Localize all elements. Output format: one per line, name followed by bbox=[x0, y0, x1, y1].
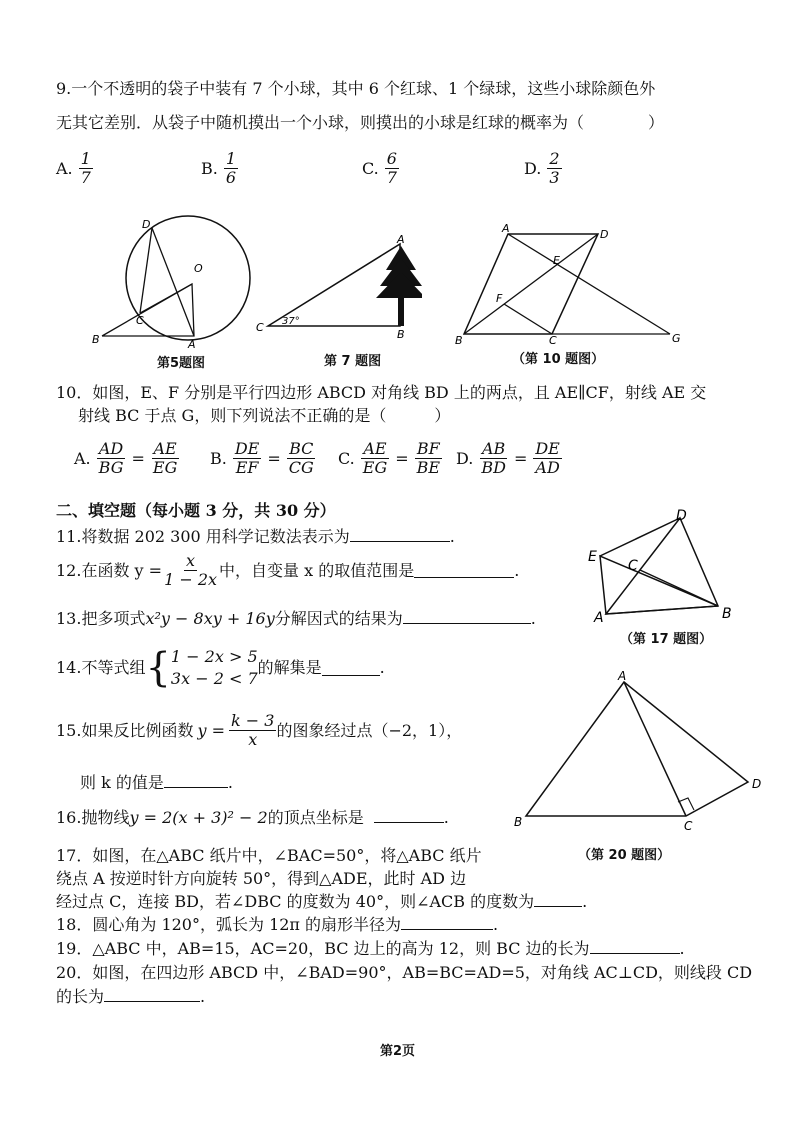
point-label-a: A bbox=[397, 233, 405, 246]
q18 bbox=[56, 914, 498, 936]
answer-blank bbox=[164, 773, 228, 788]
figure-5-circle bbox=[90, 210, 260, 350]
numerator: 2 bbox=[549, 149, 560, 168]
period: . bbox=[227, 773, 233, 792]
q16-prefix: 16.抛物线 bbox=[56, 808, 130, 827]
q9-option-a bbox=[56, 150, 93, 187]
answer-blank bbox=[401, 915, 493, 930]
q15-fraction bbox=[229, 712, 276, 749]
numerator: DE bbox=[234, 439, 260, 458]
numerator: 6 bbox=[386, 149, 397, 168]
option-label: B. bbox=[201, 159, 218, 178]
right-fraction bbox=[151, 440, 179, 477]
option-label: D. bbox=[456, 449, 474, 468]
point-label-c: C bbox=[256, 321, 264, 334]
equals-sign: = bbox=[267, 449, 281, 468]
numerator: AD bbox=[98, 439, 124, 458]
point-label-d: D bbox=[752, 777, 762, 791]
numerator: AB bbox=[481, 439, 506, 458]
brace-icon: { bbox=[145, 645, 171, 691]
denominator: 7 bbox=[80, 168, 91, 187]
q16-suffix: 的顶点坐标是 bbox=[267, 808, 364, 827]
point-label-c: C bbox=[684, 819, 693, 833]
equals-sign: = bbox=[131, 449, 145, 468]
denominator: BD bbox=[481, 458, 506, 477]
q15-prefix: 15.如果反比例函数 bbox=[56, 720, 194, 740]
q19-text: 19．△ABC 中，AB=15，AC=20，BC 边上的高为 12，则 BC 边的长为 bbox=[56, 939, 590, 958]
q11-text: 11.将数据 202 300 用科学记数法表示为 bbox=[56, 527, 350, 546]
denominator: 6 bbox=[225, 168, 237, 187]
figure-7-tree-triangle bbox=[252, 228, 422, 346]
point-label-e: E bbox=[588, 549, 597, 565]
numerator: 1 bbox=[225, 149, 237, 168]
numerator: AE bbox=[363, 439, 387, 458]
q9-option-d bbox=[524, 150, 562, 187]
q13-prefix: 13.把多项式 bbox=[56, 609, 146, 628]
option-label: D. bbox=[524, 159, 542, 178]
q16-expression: y = 2(x + 3)² − 2 bbox=[129, 808, 268, 827]
numerator: k − 3 bbox=[230, 711, 275, 730]
figure-17-caption: （第 17 题图） bbox=[620, 632, 713, 647]
q15-suffix: 的图象经过点（−2，1）， bbox=[276, 720, 463, 740]
answer-blank bbox=[374, 808, 444, 823]
q18-text: 18．圆心角为 120°，弧长为 12π 的扇形半径为 bbox=[56, 915, 402, 934]
q13 bbox=[56, 608, 536, 630]
point-label-c: C bbox=[628, 558, 638, 574]
q17-line1: 17．如图，在△ABC 纸片中，∠BAC=50°，将△ABC 纸片 bbox=[56, 846, 482, 865]
point-label-o: O bbox=[194, 262, 203, 275]
equals-sign: = bbox=[513, 449, 528, 468]
answer-blank bbox=[534, 892, 582, 907]
q10-option-d bbox=[456, 440, 562, 477]
q19 bbox=[56, 938, 685, 960]
q17-line3-text: 经过点 C，连接 BD，若∠DBC 的度数为 40°，则∠ACB 的度数为 bbox=[56, 892, 535, 911]
numerator: DE bbox=[535, 439, 560, 458]
q14-system bbox=[171, 646, 258, 690]
option-label: C. bbox=[362, 159, 379, 178]
q13-expression: x²y − 8xy + 16y bbox=[145, 609, 275, 628]
point-label-b: B bbox=[92, 333, 100, 346]
q10-line2: 射线 BC 于点 G，则下列说法不正确的是（ ） bbox=[78, 406, 451, 425]
q16 bbox=[56, 807, 449, 829]
tree-icon bbox=[376, 246, 422, 326]
period: . bbox=[679, 939, 685, 958]
figure-5-caption: 第5题图 bbox=[157, 356, 206, 371]
point-label-c: C bbox=[136, 314, 144, 327]
figure-20-caption: （第 20 题图） bbox=[578, 848, 671, 863]
figure-10-parallelogram bbox=[452, 222, 692, 348]
option-label: A. bbox=[74, 449, 91, 468]
angle-label: 37° bbox=[282, 316, 300, 327]
option-fraction bbox=[385, 150, 399, 187]
denominator: EF bbox=[235, 458, 259, 477]
left-fraction bbox=[361, 440, 389, 477]
point-label-f: F bbox=[496, 292, 503, 305]
q15-y: y = bbox=[197, 720, 225, 740]
point-label-a: A bbox=[502, 222, 510, 235]
q12-suffix: 中，自变量 x 的取值范围是 bbox=[219, 560, 415, 580]
left-fraction bbox=[97, 440, 126, 477]
denominator: x bbox=[248, 730, 258, 749]
point-label-d: D bbox=[600, 228, 609, 241]
numerator: AE bbox=[153, 439, 177, 458]
right-fraction bbox=[287, 440, 316, 477]
q10-option-c bbox=[338, 440, 442, 477]
period: . bbox=[200, 987, 206, 1006]
equals-sign: = bbox=[395, 449, 409, 468]
q12-prefix: 12.在函数 y = bbox=[56, 560, 163, 580]
point-label-d: D bbox=[676, 508, 687, 524]
point-label-g: G bbox=[672, 332, 681, 345]
point-label-a: A bbox=[618, 669, 627, 683]
point-label-b: B bbox=[722, 606, 732, 622]
figure-20-quadrilateral bbox=[510, 668, 770, 838]
denominator: CG bbox=[288, 458, 314, 477]
page-number: 第2页 bbox=[380, 1044, 416, 1059]
q14-suffix: 的解集是 bbox=[257, 658, 322, 677]
q13-suffix: 分解因式的结果为 bbox=[274, 609, 403, 628]
option-label: C. bbox=[338, 449, 355, 468]
denominator: EG bbox=[152, 458, 178, 477]
q15-line2 bbox=[80, 772, 233, 794]
section-2-heading: 二、填空题（每小题 3 分，共 30 分） bbox=[56, 501, 336, 520]
numerator: 1 bbox=[80, 149, 91, 168]
option-fraction bbox=[224, 150, 238, 187]
q17-line2: 绕点 A 按逆时针方向旋转 50°，得到△ADE，此时 AD 边 bbox=[56, 869, 467, 888]
figure-10-caption: （第 10 题图） bbox=[512, 352, 605, 367]
figure-17-rotated-triangle bbox=[584, 506, 740, 626]
q20-line2-text: 的长为 bbox=[56, 987, 105, 1006]
point-label-b: B bbox=[514, 815, 523, 829]
answer-blank bbox=[590, 939, 680, 954]
denominator: BE bbox=[416, 458, 441, 477]
numerator: BC bbox=[289, 439, 314, 458]
answer-blank bbox=[322, 661, 380, 676]
period: . bbox=[449, 527, 455, 546]
q10-option-a bbox=[74, 440, 179, 477]
q15-line2-text: 则 k 的值是 bbox=[80, 773, 164, 792]
denominator: 3 bbox=[549, 168, 560, 187]
point-label-b: B bbox=[455, 334, 463, 347]
q14 bbox=[56, 646, 385, 690]
denominator: 1 − 2x bbox=[164, 570, 218, 589]
numerator: BF bbox=[416, 439, 440, 458]
q11 bbox=[56, 526, 455, 548]
q12 bbox=[56, 552, 519, 589]
q14-prefix: 14.不等式组 bbox=[56, 658, 146, 677]
point-label-d: D bbox=[142, 218, 151, 231]
q17-line3 bbox=[56, 891, 587, 913]
point-label-a: A bbox=[594, 610, 604, 626]
figure-7-caption: 第 7 题图 bbox=[324, 354, 382, 369]
denominator: AD bbox=[535, 458, 560, 477]
q20-line2 bbox=[56, 986, 205, 1008]
period: . bbox=[379, 658, 385, 677]
numerator: x bbox=[186, 551, 196, 570]
q9-option-b bbox=[201, 150, 238, 187]
denominator: 7 bbox=[386, 168, 397, 187]
point-label-c: C bbox=[549, 334, 557, 347]
right-fraction bbox=[533, 440, 562, 477]
denominator: BG bbox=[98, 458, 124, 477]
left-fraction bbox=[233, 440, 262, 477]
answer-blank bbox=[414, 563, 514, 578]
inequality-1: 1 − 2x > 5 bbox=[170, 647, 258, 666]
q15-line1 bbox=[56, 712, 462, 749]
answer-blank bbox=[350, 527, 450, 542]
period: . bbox=[443, 808, 449, 827]
option-fraction bbox=[547, 150, 561, 187]
q9-line2: 无其它差别．从袋子中随机摸出一个小球，则摸出的小球是红球的概率为（ ） bbox=[56, 113, 665, 132]
q9-option-c bbox=[362, 150, 399, 187]
q12-fraction bbox=[162, 552, 219, 589]
denominator: EG bbox=[362, 458, 388, 477]
q9-line1: 9.一个不透明的袋子中装有 7 个小球，其中 6 个红球、1 个绿球，这些小球除颜色外 bbox=[56, 79, 656, 98]
option-fraction bbox=[79, 150, 93, 187]
answer-blank bbox=[104, 987, 200, 1002]
left-fraction bbox=[479, 440, 508, 477]
point-label-a: A bbox=[188, 338, 196, 350]
answer-blank bbox=[403, 609, 531, 624]
q10-line1: 10．如图，E、F 分别是平行四边形 ABCD 对角线 BD 上的两点，且 AE∥CF，射线 AE 交 bbox=[56, 383, 707, 402]
inequality-2: 3x − 2 < 7 bbox=[170, 669, 258, 688]
point-label-b: B bbox=[397, 328, 405, 341]
q20-line1: 20．如图，在四边形 ABCD 中，∠BAD=90°，AB=BC=AD=5，对角线 AC⊥CD，则线段 CD bbox=[56, 963, 753, 982]
q10-option-b bbox=[210, 440, 316, 477]
period: . bbox=[582, 892, 588, 911]
period: . bbox=[530, 609, 536, 628]
point-label-e: E bbox=[553, 254, 560, 267]
option-label: A. bbox=[56, 159, 73, 178]
period: . bbox=[514, 560, 520, 580]
period: . bbox=[493, 915, 499, 934]
right-fraction bbox=[415, 440, 442, 477]
option-label: B. bbox=[210, 449, 227, 468]
